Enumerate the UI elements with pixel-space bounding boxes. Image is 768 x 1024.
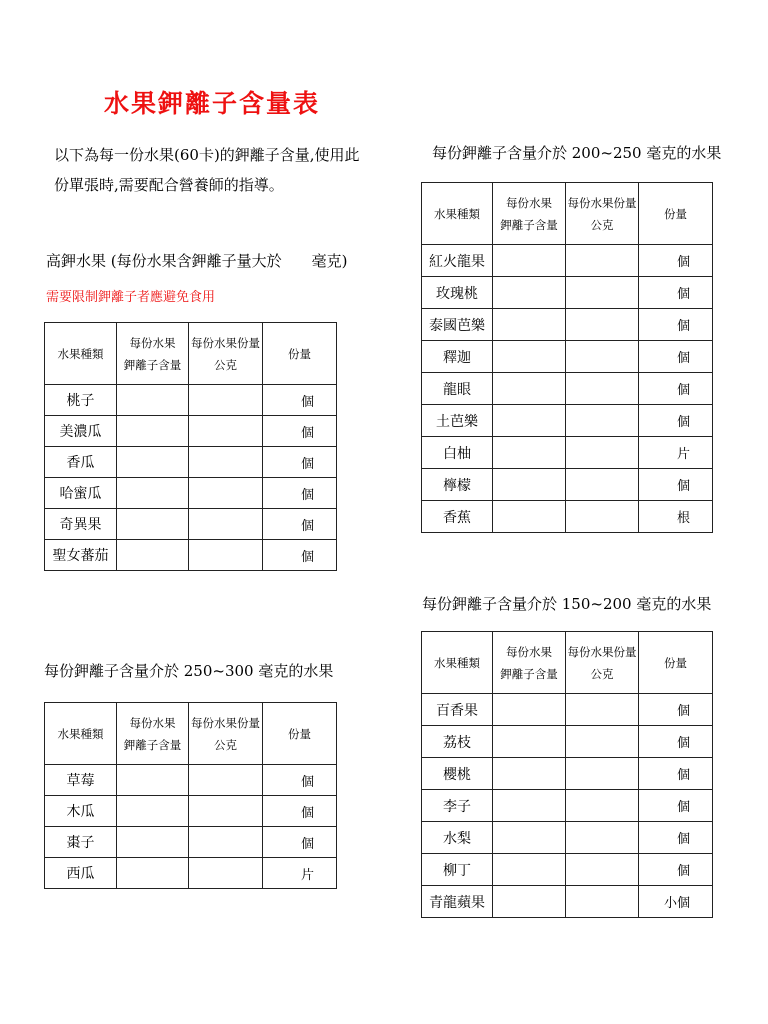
potassium-cell [493,245,566,277]
fruit-name-cell: 聖女蕃茄 [45,540,117,571]
portion-unit-cell: 小個 [639,886,713,918]
fruit-name-cell: 釋迦 [422,341,493,373]
potassium-cell [117,416,189,447]
portion-unit-cell: 個 [263,509,337,540]
portion-unit-cell: 個 [639,373,713,405]
weight-cell [566,405,639,437]
potassium-cell [493,341,566,373]
col-weight: 每份水果份量 公克 [189,323,263,385]
potassium-cell [493,437,566,469]
col-weight: 每份水果份量 公克 [566,632,639,694]
portion-unit-cell: 個 [263,385,337,416]
weight-cell [566,501,639,533]
col-potassium: 每份水果 鉀離子含量 [117,323,189,385]
fruit-name-cell: 水梨 [422,822,493,854]
fruit-name-cell: 草莓 [45,765,117,796]
portion-unit-cell: 個 [263,540,337,571]
weight-cell [566,790,639,822]
portion-unit-cell: 個 [263,765,337,796]
portion-unit-cell: 個 [639,341,713,373]
table-row [45,765,337,796]
potassium-cell [117,540,189,571]
weight-cell [189,385,263,416]
potassium-cell [117,478,189,509]
weight-cell [566,694,639,726]
table-header-row [45,703,337,765]
table-header-row [422,183,713,245]
table-row [422,790,713,822]
potassium-cell [493,822,566,854]
table-row [422,854,713,886]
fruit-name-cell: 李子 [422,790,493,822]
portion-unit-cell: 個 [639,277,713,309]
weight-cell [189,858,263,889]
portion-unit-cell: 個 [263,827,337,858]
intro-line-1: 以下為每一份水果(60卡)的鉀離子含量,使用此 [54,146,360,164]
col-fruit-type: 水果種類 [422,632,493,694]
col-potassium: 每份水果 鉀離子含量 [117,703,189,765]
weight-cell [566,854,639,886]
potassium-cell [117,509,189,540]
weight-cell [189,509,263,540]
potassium-cell [493,469,566,501]
intro-line-2: 份單張時,需要配合營養師的指導。 [54,176,284,194]
table-row [45,478,337,509]
portion-unit-cell: 個 [639,758,713,790]
portion-unit-cell: 個 [639,405,713,437]
potassium-cell [493,373,566,405]
fruit-name-cell: 檸檬 [422,469,493,501]
portion-unit-cell: 個 [639,822,713,854]
fruit-name-cell: 哈蜜瓜 [45,478,117,509]
table-row [45,540,337,571]
fruit-name-cell: 土芭樂 [422,405,493,437]
weight-cell [566,726,639,758]
portion-unit-cell: 片 [263,858,337,889]
fruit-name-cell: 棗子 [45,827,117,858]
table-row [422,469,713,501]
range-200-250-table [421,182,713,533]
weight-cell [189,827,263,858]
table-header-row [422,632,713,694]
fruit-name-cell: 百香果 [422,694,493,726]
weight-cell [566,886,639,918]
table-header-row [45,323,337,385]
fruit-name-cell: 玫瑰桃 [422,277,493,309]
potassium-cell [493,694,566,726]
weight-cell [566,373,639,405]
col-fruit-type: 水果種類 [45,703,117,765]
col-portion: 份量 [263,703,337,765]
table-row [45,447,337,478]
potassium-cell [117,858,189,889]
potassium-cell [493,790,566,822]
portion-unit-cell: 片 [639,437,713,469]
portion-unit-cell: 個 [263,447,337,478]
fruit-name-cell: 泰國芭樂 [422,309,493,341]
range-200-250-heading: 每份鉀離子含量介於 200~250 毫克的水果 [432,144,722,162]
weight-cell [566,341,639,373]
fruit-name-cell: 香瓜 [45,447,117,478]
col-potassium: 每份水果 鉀離子含量 [493,183,566,245]
table-row [422,694,713,726]
table-row [422,373,713,405]
portion-unit-cell: 個 [639,694,713,726]
potassium-cell [493,405,566,437]
fruit-name-cell: 青龍蘋果 [422,886,493,918]
potassium-cell [493,277,566,309]
potassium-cell [493,726,566,758]
weight-cell [189,540,263,571]
table-row [45,416,337,447]
table-row [422,758,713,790]
col-portion: 份量 [639,632,713,694]
weight-cell [566,309,639,341]
table-row [422,726,713,758]
portion-unit-cell: 個 [263,416,337,447]
potassium-cell [493,758,566,790]
fruit-name-cell: 龍眼 [422,373,493,405]
table-row [45,509,337,540]
portion-unit-cell: 個 [639,245,713,277]
potassium-cell [117,385,189,416]
col-potassium: 每份水果 鉀離子含量 [493,632,566,694]
weight-cell [189,447,263,478]
potassium-cell [493,309,566,341]
table-row [422,341,713,373]
range-250-300-table [44,702,337,889]
table-row [422,245,713,277]
page-title: 水果鉀離子含量表 [104,89,321,118]
fruit-name-cell: 荔枝 [422,726,493,758]
fruit-name-cell: 桃子 [45,385,117,416]
table-row [45,858,337,889]
weight-cell [189,765,263,796]
intro-text [54,140,360,200]
col-fruit-type: 水果種類 [45,323,117,385]
high-potassium-heading: 高鉀水果 (每份水果含鉀離子量大於 毫克) [46,252,348,270]
table-row [45,796,337,827]
high-potassium-warning: 需要限制鉀離子者應避免食用 [46,290,216,305]
range-150-200-table [421,631,713,918]
potassium-cell [117,796,189,827]
fruit-name-cell: 美濃瓜 [45,416,117,447]
table-row [422,501,713,533]
fruit-name-cell: 奇異果 [45,509,117,540]
fruit-name-cell: 木瓜 [45,796,117,827]
weight-cell [566,277,639,309]
fruit-name-cell: 櫻桃 [422,758,493,790]
portion-unit-cell: 個 [639,790,713,822]
table-row [422,822,713,854]
table-row [422,886,713,918]
col-portion: 份量 [639,183,713,245]
fruit-name-cell: 白柚 [422,437,493,469]
potassium-cell [117,447,189,478]
range-150-200-heading: 每份鉀離子含量介於 150~200 毫克的水果 [422,595,712,613]
portion-unit-cell: 個 [639,854,713,886]
weight-cell [566,758,639,790]
potassium-cell [493,886,566,918]
potassium-cell [117,827,189,858]
potassium-cell [493,501,566,533]
weight-cell [189,478,263,509]
col-fruit-type: 水果種類 [422,183,493,245]
col-portion: 份量 [263,323,337,385]
weight-cell [566,469,639,501]
table-row [45,385,337,416]
potassium-cell [117,765,189,796]
col-weight: 每份水果份量 公克 [189,703,263,765]
weight-cell [189,416,263,447]
fruit-name-cell: 西瓜 [45,858,117,889]
weight-cell [566,245,639,277]
portion-unit-cell: 個 [263,478,337,509]
portion-unit-cell: 個 [639,469,713,501]
portion-unit-cell: 個 [639,309,713,341]
table-row [45,827,337,858]
table-row [422,309,713,341]
range-250-300-heading: 每份鉀離子含量介於 250~300 毫克的水果 [44,662,334,680]
table-row [422,437,713,469]
fruit-name-cell: 香蕉 [422,501,493,533]
portion-unit-cell: 個 [639,726,713,758]
table-row [422,405,713,437]
weight-cell [566,437,639,469]
fruit-name-cell: 柳丁 [422,854,493,886]
fruit-name-cell: 紅火龍果 [422,245,493,277]
portion-unit-cell: 根 [639,501,713,533]
weight-cell [189,796,263,827]
table-row [422,277,713,309]
portion-unit-cell: 個 [263,796,337,827]
potassium-cell [493,854,566,886]
high-potassium-table [44,322,337,571]
weight-cell [566,822,639,854]
col-weight: 每份水果份量 公克 [566,183,639,245]
